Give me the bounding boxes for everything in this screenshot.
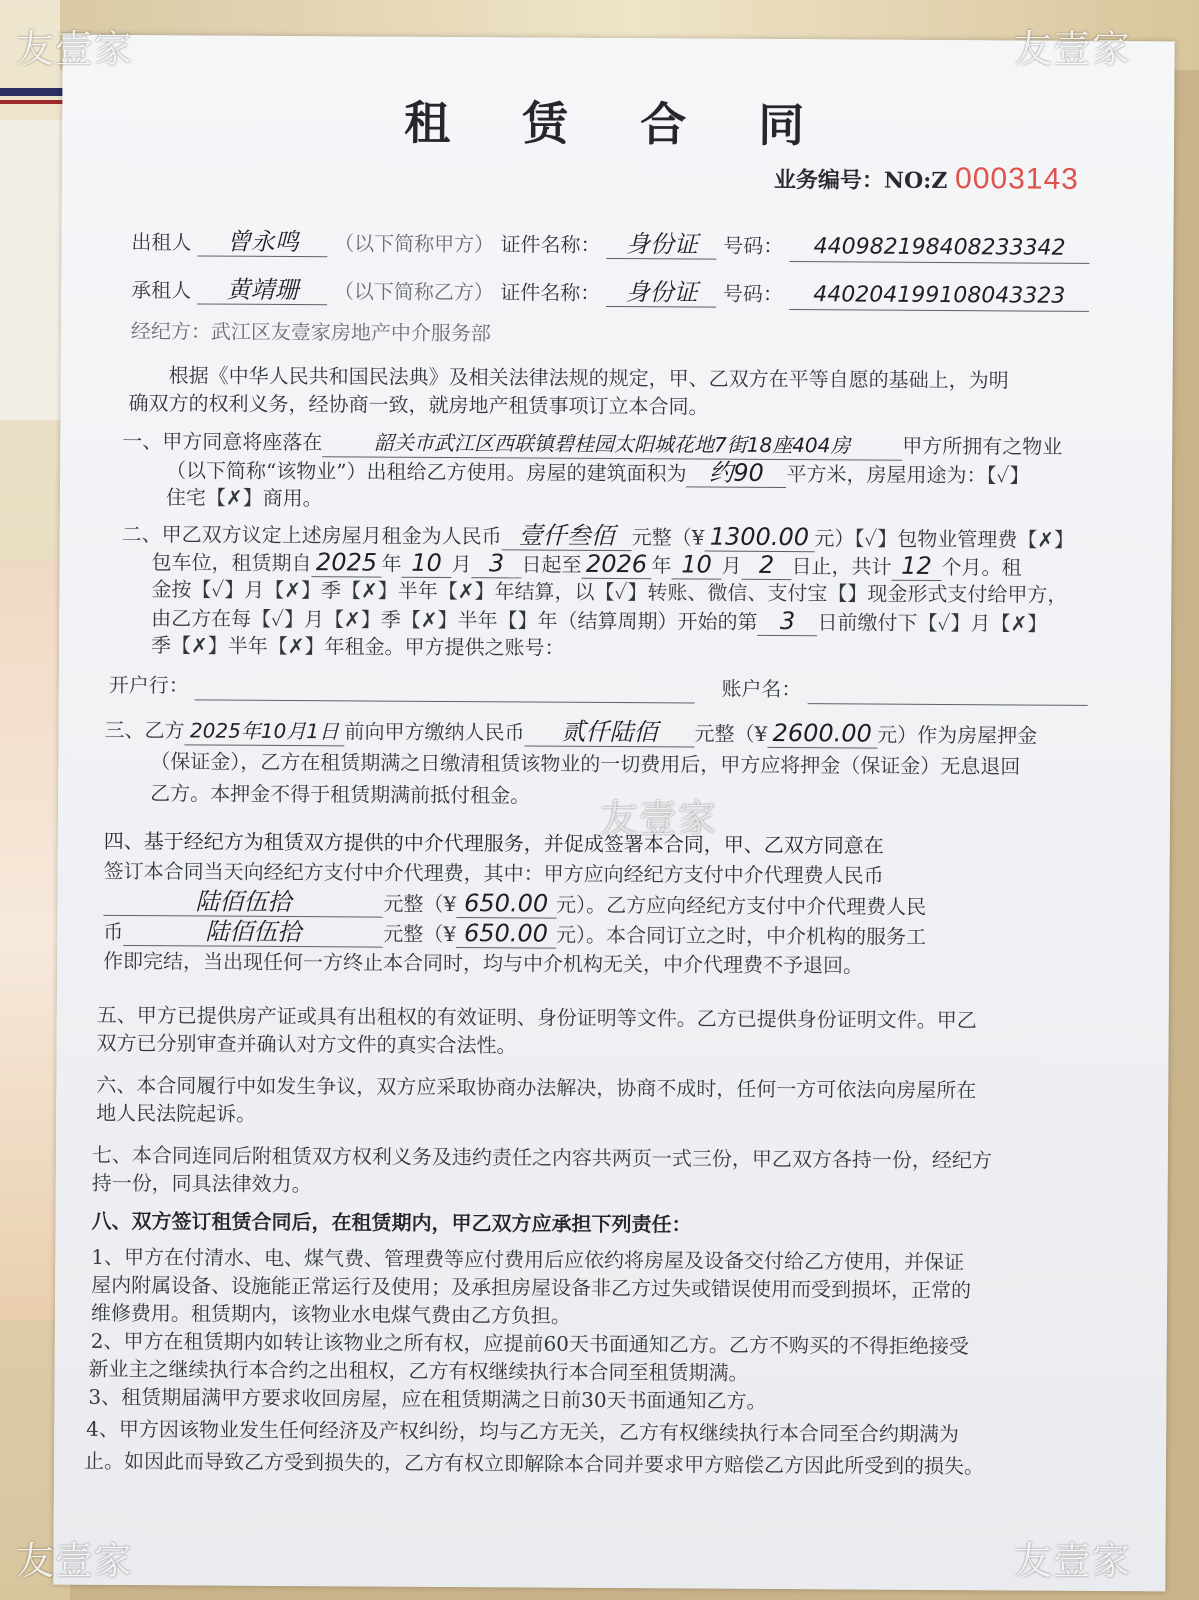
contract-title: 租 赁 合 同 <box>404 95 833 153</box>
clause-8-heading: 八、双方签订租赁合同后，在租赁期内，甲乙双方应承担下列责任： <box>91 1208 692 1237</box>
start-day: 3 <box>471 549 521 578</box>
clause-text: 平方米，房屋用途为：【✓】 <box>786 462 1030 488</box>
poster-stripe <box>0 100 70 104</box>
id-type-label: 证件名称： <box>500 232 601 257</box>
poster-stripe <box>0 88 70 96</box>
end-year: 2026 <box>581 550 651 579</box>
clause-text: 元）。乙方应向经纪方支付中介代理费人民 <box>556 892 927 919</box>
clause-text: 由乙方在每【✓】月【✗】季【✗】半年【】年（结算周期）开始的第 <box>151 606 758 634</box>
rent-amount: 1300.00 <box>704 523 814 553</box>
clause-8-line: 屋内附属设备、设施能正常运行及使用；及承担房屋设备非乙方过失或错误使用而受到损坏，正常的 <box>91 1272 972 1303</box>
account-name-label: 账户名： <box>721 676 802 702</box>
clause-text: 日前缴付下【✓】月【✗】 <box>817 610 1048 636</box>
clause-4-line <box>103 917 926 951</box>
watermark: 友壹家 <box>1014 1539 1132 1583</box>
clause-text: 三、乙方 <box>104 717 185 743</box>
end-day: 2 <box>741 551 791 580</box>
clause-4-line: 作即完结，当出现任何一方终止本合同时，均与中介机构无关，中介代理费不予退回。 <box>103 948 864 978</box>
clause-4-line <box>103 887 926 921</box>
clause-5-line: 双方已分别审查并确认对方文件的真实合法性。 <box>96 1030 517 1058</box>
deposit-amount: 2600.00 <box>767 719 877 749</box>
watermark: 友壹家 <box>16 27 134 71</box>
lessor-name: 曾永鸣 <box>198 227 328 257</box>
clause-8-line: 2、甲方在租赁期内如转让该物业之所有权，应提前60天书面通知乙方。乙方不购买的不得拒绝接受 <box>90 1328 970 1359</box>
clause-text: 包车位，租赁期自 <box>151 550 312 576</box>
clause-3-line <box>104 715 1037 751</box>
clause-2-line: 季【✗】半年【✗】年租金。甲方提供之账号： <box>150 633 565 660</box>
clause-7-line: 七、本合同连同后附租赁双方权利义务及违约责任之内容共两页一式三份，甲乙双方各持一份，经纪方 <box>91 1142 992 1173</box>
lessee-name: 黄靖珊 <box>197 275 327 305</box>
clause-6-line: 六、本合同履行中如发生争议，双方应采取协商办法解决，协商不成时，任何一方可依法向房屋所在 <box>96 1072 977 1103</box>
clause-5-line: 五、甲方已提供房产证或具有出租权的有效证明、身份证明等文件。乙方已提供身份证明文件。甲乙 <box>96 1002 977 1033</box>
clause-2-line: 包车位，租赁期自 2025 年 10 月 3 日起至 2026 年 10 月 2 日止，共计 12 个月。租 <box>151 548 1022 580</box>
clause-1-line: 住宅【✗】商用。 <box>165 485 323 511</box>
agent-row: 经纪方：武江区友壹家房地产中介服务部 <box>130 319 492 346</box>
lessor-fee-amount: 650.00 <box>456 889 556 919</box>
lessee-id-number: 440204199108043323 <box>789 281 1089 312</box>
start-year: 2025 <box>311 548 381 577</box>
lessor-fee-in-words: 陆佰伍拾 <box>103 887 383 918</box>
lease-months: 12 <box>891 552 941 581</box>
bank-row <box>109 671 1088 706</box>
clause-text: 二、甲乙双方议定上述房屋月租金为人民币 <box>121 521 502 549</box>
clause-2-line: 金按【✓】月【✗】季【✗】半年【✗】年结算，以【✓】转账、微信、支付宝【】现金形式支付给甲方， <box>151 577 1068 607</box>
business-number <box>774 161 1079 197</box>
intro-line: 根据《中华人民共和国民法典》及相关法律法规的规定，甲、乙双方在平等自愿的基础上，为明 <box>168 363 1009 393</box>
clause-text: 元）。本合同订立之时，中介机构的服务工 <box>555 922 927 949</box>
rent-in-words: 壹仟叁佰 <box>502 521 632 551</box>
id-type-label: 证件名称： <box>500 280 601 305</box>
clause-text: 元）作为房屋押金 <box>877 722 1038 748</box>
lessor-row <box>131 227 1089 264</box>
lessor-label: 出租人 <box>131 230 192 255</box>
lessor-id-type: 身份证 <box>607 230 717 260</box>
clause-text: 元整（¥ <box>694 721 768 746</box>
property-area: 约90 <box>686 458 786 488</box>
clause-3-line: 乙方。本押金不得于租赁期满前抵付租金。 <box>150 781 531 808</box>
clause-text: 前向甲方缴纳人民币 <box>344 719 525 745</box>
business-number-value: 0003143 <box>954 162 1079 196</box>
clause-text: 甲方所拥有之物业 <box>902 433 1063 459</box>
intro-line: 确双方的权利义务，经协商一致，就房地产租赁事项订立本合同。 <box>128 391 709 419</box>
clause-6-line: 地人民法院起诉。 <box>96 1100 257 1126</box>
lessee-fee-amount: 650.00 <box>456 919 556 949</box>
lessee-row <box>131 275 1089 312</box>
clause-8-line: 3、租赁期届满甲方要求收回房屋，应在租赁期满之日前30天书面通知乙方。 <box>88 1384 767 1413</box>
bank-label: 开户行： <box>108 672 189 698</box>
deposit-in-words: 贰仟陆佰 <box>524 717 694 747</box>
clause-8-line: 维修费用。租赁期内，该物业水电煤气费由乙方负担。 <box>90 1300 572 1328</box>
clause-text: 币 <box>103 919 124 945</box>
clause-3-line: （保证金），乙方在租赁期满之日缴清租赁该物业的一切费用后，甲方应将押金（保证金）无息退回 <box>150 749 1021 779</box>
watermark: 友壹家 <box>1014 27 1132 71</box>
id-number-label: 号码： <box>722 281 784 307</box>
deposit-date: 2025年10月1日 <box>184 716 344 746</box>
clause-text: 元）【✓】包物业管理费【✗】 <box>814 526 1075 552</box>
lessor-id-number: 440982198408233342 <box>790 233 1090 264</box>
clause-text: 元整（¥ <box>383 891 457 917</box>
lessee-fee-in-words: 陆佰伍拾 <box>123 917 383 948</box>
clause-4-line: 签订本合同当天向经纪方支付中介代理费，其中：甲方应向经纪方支付中介代理费人民币 <box>103 858 884 888</box>
start-month: 10 <box>401 549 451 578</box>
clause-4-line: 四、基于经纪方为租赁双方提供的中介代理服务，并促成签署本合同，甲、乙双方同意在 <box>103 828 884 858</box>
clause-8-line: 1、甲方在付清水、电、煤气费、管理费等应付费用后应依约将房屋及设备交付给乙方使用，并保证 <box>91 1244 965 1275</box>
clause-text: 一、甲方同意将座落在 <box>122 428 323 455</box>
id-number-label: 号码： <box>723 233 784 259</box>
clause-text: 个月。租 <box>941 554 1022 580</box>
property-address: 韶关市武江区西联镇碧桂园太阳城花地7街18座404房 <box>322 428 902 461</box>
clause-8-line: 新业主之继续执行本合约之出租权，乙方有权继续执行本合同至租赁期满。 <box>88 1356 749 1385</box>
clause-8-line: 止。如因此而导致乙方受到损失的，乙方有权立即解除本合同并要求甲方赔偿乙方因此所受到的损失。 <box>83 1448 985 1479</box>
lessee-note: （以下简称乙方） <box>333 279 494 305</box>
clause-text: 元整（¥ <box>383 921 457 947</box>
lessee-id-type: 身份证 <box>607 278 717 308</box>
business-number-label: 业务编号：NO:Z <box>773 166 948 195</box>
clause-7-line: 持一份，同具法律效力。 <box>91 1170 312 1197</box>
clause-text: 元整（¥ <box>631 525 705 550</box>
lessor-note: （以下简称甲方） <box>334 231 495 257</box>
clause-8-line: 4、甲方因该物业发生任何经济及产权纠纷，均与乙方无关，乙方有权继续执行本合同至合约期满为 <box>86 1416 960 1447</box>
clause-text: 日起至 <box>521 552 582 577</box>
end-month: 10 <box>671 550 721 579</box>
payment-day: 3 <box>758 607 818 636</box>
watermark: 友壹家 <box>600 797 718 841</box>
clause-text: 日止，共计 <box>791 554 892 579</box>
poster-panel <box>0 120 70 420</box>
lessee-label: 承租人 <box>131 278 192 303</box>
clause-text: （以下简称“该物业”）出租给乙方使用。房屋的建筑面积为 <box>166 458 687 486</box>
watermark: 友壹家 <box>16 1539 134 1583</box>
